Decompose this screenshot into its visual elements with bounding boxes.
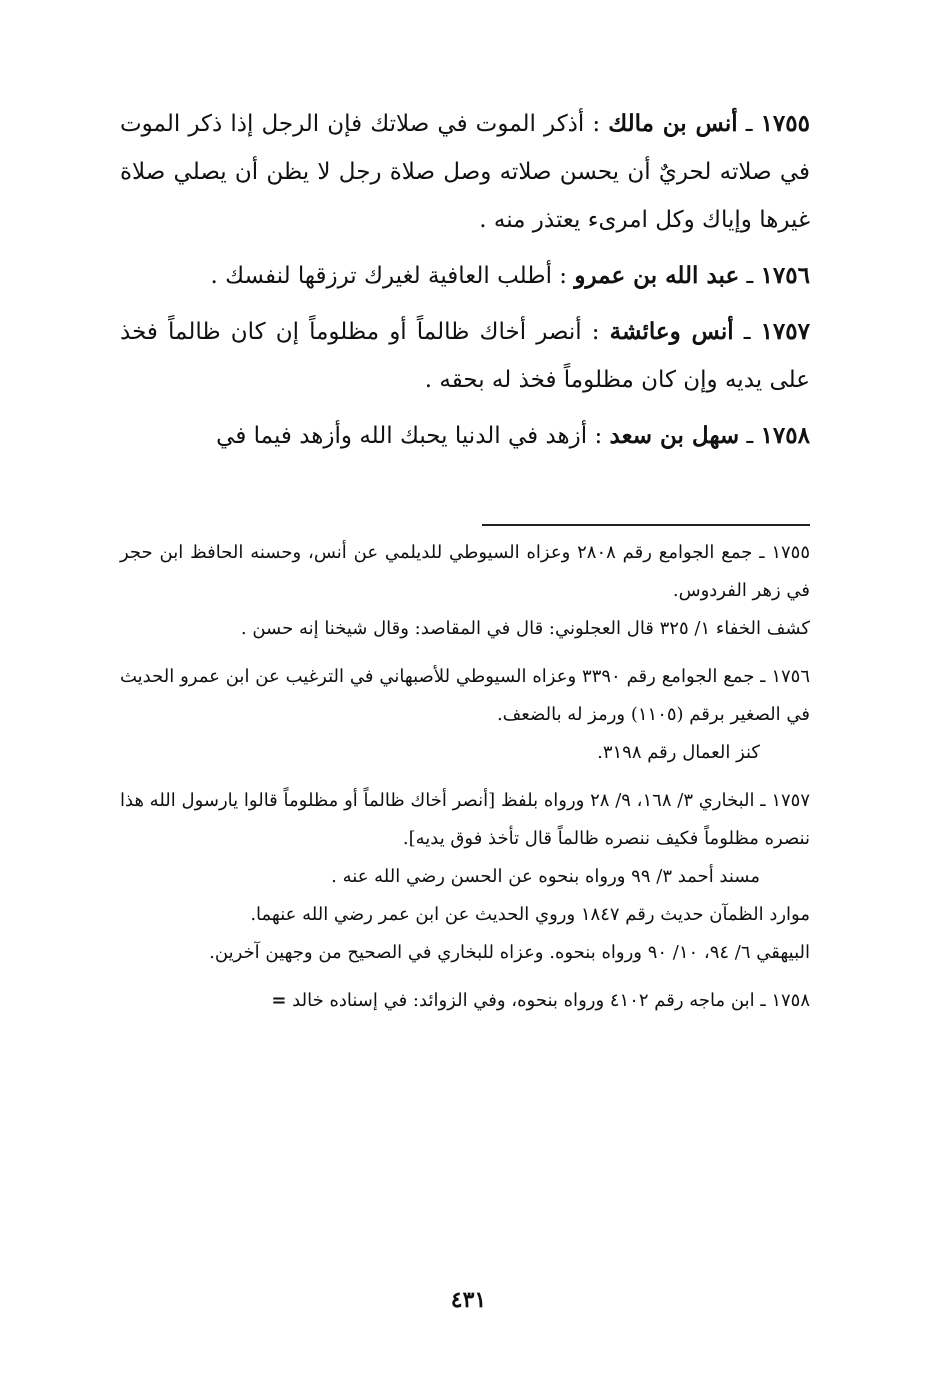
footnote-1758 (120, 982, 810, 1020)
footnotes (120, 534, 810, 1030)
footnote-1757 (120, 782, 810, 972)
hadith-entry-1758: ١٧٥٨ ـ سهل بن سعد : أزهد في الدنيا يحبك الله وأزهد فيما في (216, 422, 810, 449)
hadith-list (120, 100, 810, 468)
hadith-narrator: أنس وعائشة (609, 318, 734, 345)
hadith-entry-1755: ١٧٥٥ ـ أنس بن مالك : أذكر الموت في صلاتك فإن الرجل إذا ذكر الموت في صلاته لحريٌ أن يحسن صلاته وصل صلاة رجل لا يظن أن يصلي صلاة غيرها وإياك وكل امرىء يعتذر منه . (120, 110, 810, 233)
hadith-number: ١٧٥٨ (760, 422, 810, 449)
footnote-line: مسند أحمد ٣/ ٩٩ ورواه بنحوه عن الحسن رضي الله عنه . (331, 866, 760, 887)
hadith-text: أذكر الموت في صلاتك فإن الرجل إذا ذكر الموت في صلاته لحريٌ أن يحسن صلاته وصل صلاة رجل لا يظن أن يصلي صلاة غيرها وإياك وكل امرىء يعتذر منه . (120, 111, 810, 233)
hadith-narrator: سهل بن سعد (609, 422, 740, 449)
hadith-entry-1757: ١٧٥٧ ـ أنس وعائشة : أنصر أخاك ظالماً أو مظلوماً إن كان ظالماً فخذ على يديه وإن كان مظلوماً فخذ له بحقه . (120, 318, 810, 393)
footnote-line: كشف الخفاء ١/ ٣٢٥ قال العجلوني: قال في المقاصد: وقال شيخنا إنه حسن . (240, 618, 810, 639)
footnote-line: موارد الظمآن حديث رقم ١٨٤٧ وروي الحديث عن ابن عمر رضي الله عنهما. (250, 904, 810, 925)
hadith-text: أطلب العافية لغيرك ترزقها لنفسك . (210, 263, 552, 289)
hadith-narrator: عبد الله بن عمرو (574, 262, 740, 289)
footnote-1755 (120, 534, 810, 648)
footnote-text: ١٧٥٨ ـ ابن ماجه رقم ٤١٠٢ ورواه بنحوه، وفي الزوائد: في إسناده خالد (292, 990, 810, 1011)
footnote-line: ١٧٥٧ ـ البخاري ٣/ ١٦٨، ٩/ ٢٨ ورواه بلفظ [أنصر أخاك ظالماً أو مظلوماً قالوا يارسول الله هذا ننصره مظلوماً فكيف ننصره ظالماً قال تأخذ فوق يديه]. (120, 790, 810, 849)
hadith-number: ١٧٥٥ (760, 110, 810, 137)
footnote-divider (482, 524, 810, 526)
footnote-line (120, 982, 810, 1020)
hadith-narrator: أنس بن مالك (608, 110, 738, 137)
hadith-number: ١٧٥٧ (760, 318, 810, 345)
footnote-line: ١٧٥٦ ـ جمع الجوامع رقم ٣٣٩٠ وعزاه السيوطي للأصبهاني في الترغيب عن ابن عمرو الحديث في الصغير برقم (١١٠٥) ورمز له بالضعف. (120, 666, 810, 725)
hadith-text: أزهد في الدنيا يحبك الله وأزهد فيما في (216, 423, 588, 449)
page-number: ٤٣١ (450, 1287, 487, 1313)
hadith-text: أنصر أخاك ظالماً أو مظلوماً إن كان ظالماً فخذ على يديه وإن كان مظلوماً فخذ له بحقه . (120, 319, 810, 393)
hadith-entry-1756: ١٧٥٦ ـ عبد الله بن عمرو : أطلب العافية لغيرك ترزقها لنفسك . (210, 262, 810, 289)
footnote-line: ١٧٥٥ ـ جمع الجوامع رقم ٢٨٠٨ وعزاه السيوطي للديلمي عن أنس، وحسنه الحافظ ابن حجر في زهر الفردوس. (120, 542, 810, 601)
continuation-mark: = (271, 990, 287, 1011)
hadith-number: ١٧٥٦ (760, 262, 810, 289)
footnote-line: كنز العمال رقم ٣١٩٨. (597, 742, 760, 763)
footnote-1756 (120, 658, 810, 772)
footnote-line: البيهقي ٦/ ٩٤، ١٠/ ٩٠ ورواه بنحوه. وعزاه للبخاري في الصحيح من وجهين آخرين. (209, 942, 810, 963)
